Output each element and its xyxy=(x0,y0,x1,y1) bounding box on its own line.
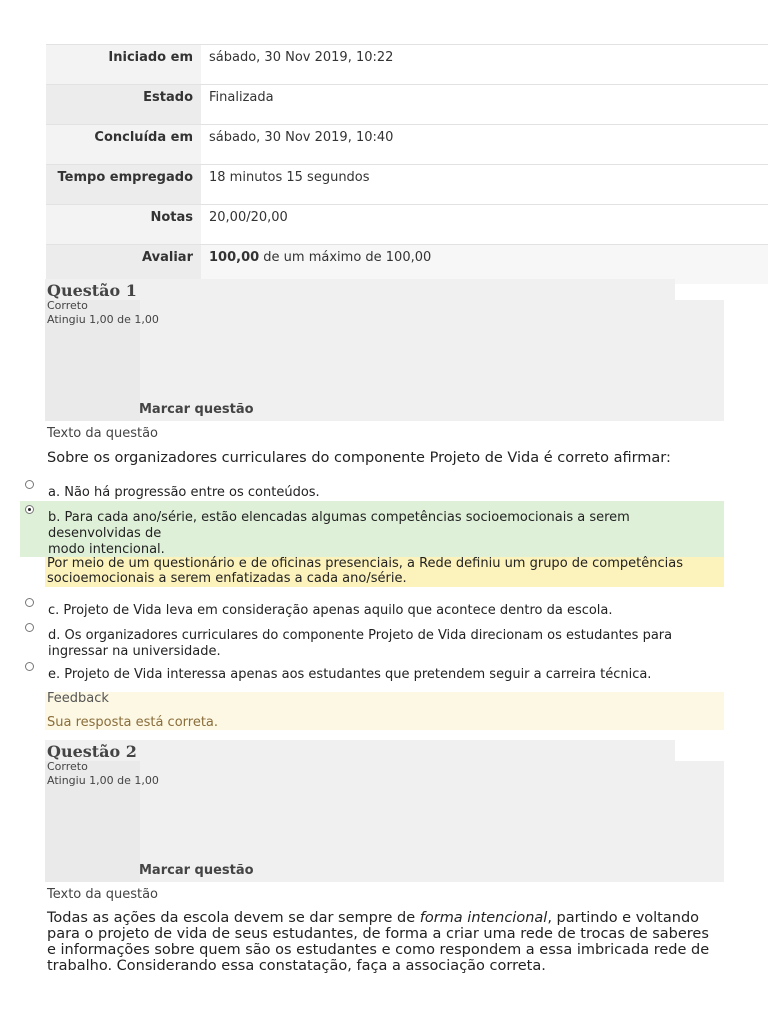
question-2-score: Atingiu 1,00 de 1,00 xyxy=(47,774,159,787)
attempt-summary-table xyxy=(46,44,768,284)
summary-value: sábado, 30 Nov 2019, 10:40 xyxy=(209,130,394,145)
question-2-text-label: Texto da questão xyxy=(47,887,159,902)
specific-feedback-text: Por meio de um questionário e de oficinas presenciais, a Rede definiu um grupo de competências socioemocionais a serem enfatizadas a cada ano/série. xyxy=(47,556,684,586)
feedback-text: Sua resposta está correta. xyxy=(47,715,219,730)
question-1-title: Questão 1 xyxy=(47,281,137,300)
question-1-header-bg xyxy=(45,279,675,301)
flag-question-2-link[interactable]: Marcar questão xyxy=(139,863,254,878)
option-c-radio[interactable] xyxy=(25,598,34,607)
summary-value: sábado, 30 Nov 2019, 10:22 xyxy=(209,50,394,65)
question-1-text: Sobre os organizadores curriculares do componente Projeto de Vida é correto afirmar: xyxy=(47,450,671,466)
summary-row-time xyxy=(46,164,768,204)
summary-label: Notas xyxy=(46,205,201,244)
grade-rest: de um máximo de 100,00 xyxy=(259,250,432,265)
option-b-label-cont: modo intencional. xyxy=(48,542,165,557)
summary-label: Avaliar xyxy=(46,245,201,284)
option-c-label: c. Projeto de Vida leva em consideração apenas aquilo que acontece dentro da escola. xyxy=(48,603,613,618)
feedback-label: Feedback xyxy=(47,691,109,706)
question-2-header-bg xyxy=(45,740,675,762)
option-a-radio[interactable] xyxy=(25,480,34,489)
question-1-status: Correto xyxy=(47,299,88,312)
option-d-radio[interactable] xyxy=(25,623,34,632)
grade-bold: 100,00 xyxy=(209,250,260,265)
summary-value: 20,00/20,00 xyxy=(209,210,288,225)
summary-row-completed xyxy=(46,124,768,164)
option-b-radio[interactable] xyxy=(25,505,34,514)
question-2-text: Todas as ações da escola devem se dar sempre de forma intencional, partindo e voltando para o projeto de vida de seus estudantes, de forma a criar uma rede de trocas de saberes e informações sobre quem são os estudantes e como respondem a essa imbricada rede de trabalho. Considerando essa constatação, faça a associação correta. xyxy=(47,910,710,974)
question-1-text-label: Texto da questão xyxy=(47,426,159,441)
question-2-title: Questão 2 xyxy=(47,742,137,761)
flag-question-1-link[interactable]: Marcar questão xyxy=(139,402,254,417)
question-1-score: Atingiu 1,00 de 1,00 xyxy=(47,313,159,326)
summary-label: Tempo empregado xyxy=(46,165,201,204)
summary-label: Concluída em xyxy=(46,125,201,164)
summary-label: Estado xyxy=(46,85,201,124)
summary-row-state xyxy=(46,84,768,124)
summary-row-grades xyxy=(46,204,768,244)
question-2-emphasis: forma intencional xyxy=(419,910,548,926)
summary-row-grade xyxy=(46,244,768,284)
option-e-label: e. Projeto de Vida interessa apenas aos estudantes que pretendem seguir a carreira técnica. xyxy=(48,667,652,682)
question-2-status: Correto xyxy=(47,760,88,773)
summary-label: Iniciado em xyxy=(46,45,201,84)
summary-value: Finalizada xyxy=(201,85,768,124)
option-b-label: b. Para cada ano/série, estão elencadas algumas competências socioemocionais a serem desenvolvidas de xyxy=(48,510,630,541)
option-d-label: d. Os organizadores curriculares do componente Projeto de Vida direcionam os estudantes para ingressar na universidade. xyxy=(48,628,673,659)
option-e-radio[interactable] xyxy=(25,662,34,671)
summary-row-started xyxy=(46,44,768,84)
summary-value: 18 minutos 15 segundos xyxy=(201,165,768,204)
option-a-label: a. Não há progressão entre os conteúdos. xyxy=(48,485,320,500)
